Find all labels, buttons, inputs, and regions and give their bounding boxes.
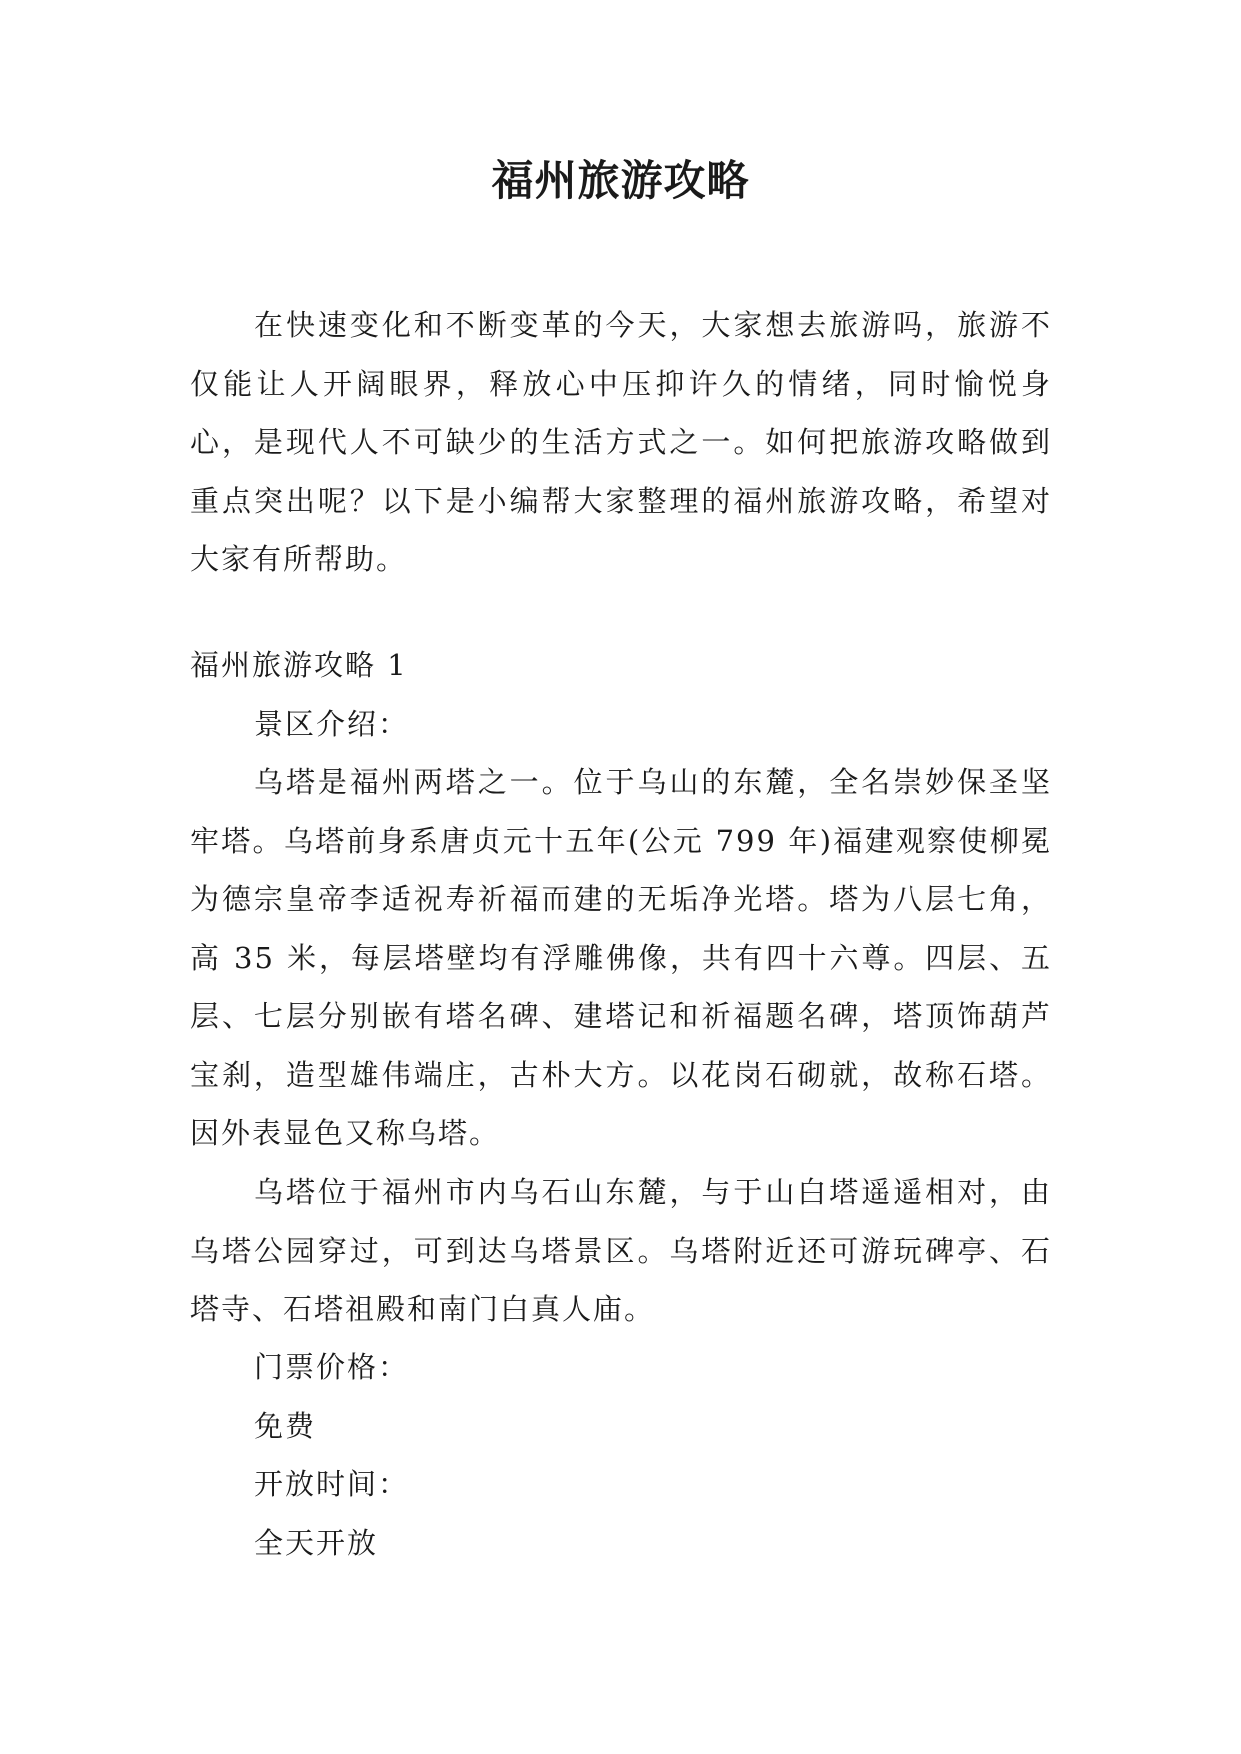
ticket-price-value: 免费 bbox=[254, 1409, 317, 1443]
body-paragraph: 乌塔是福州两塔之一。位于乌山的东麓，全名崇妙保圣坚牢塔。乌塔前身系唐贞元十五年(公元 799 年)福建观察使柳冕为德宗皇帝李适祝寿祈福而建的无垢净光塔。塔为八层七角，高 35 米，每层塔壁均有浮雕佛像，共有四十六尊。四层、五层、七层分别嵌有塔名碑、建塔记和祈福题名碑，塔顶饰葫芦宝刹，造型雄伟端庄，古朴大方。以花岗石砌就，故称石塔。因外表显色又称乌塔。 bbox=[190, 765, 1052, 1150]
section-heading: 福州旅游攻略 1 bbox=[190, 648, 408, 682]
body-paragraph: 乌塔位于福州市内乌石山东麓，与于山白塔遥遥相对，由乌塔公园穿过，可到达乌塔景区。乌塔附近还可游玩碑亭、石塔寺、石塔祖殿和南门白真人庙。 bbox=[190, 1175, 1052, 1326]
intro-paragraph: 在快速变化和不断变革的今天，大家想去旅游吗，旅游不仅能让人开阔眼界，释放心中压抑许久的情绪，同时愉悦身心，是现代人不可缺少的生活方式之一。如何把旅游攻略做到重点突出呢？以下是小编帮大家整理的福州旅游攻略，希望对大家有所帮助。 bbox=[190, 308, 1052, 576]
opening-hours-label: 开放时间： bbox=[254, 1467, 410, 1501]
ticket-price-label: 门票价格： bbox=[254, 1350, 410, 1384]
scenic-intro-label: 景区介绍： bbox=[254, 707, 410, 741]
opening-hours-value: 全天开放 bbox=[254, 1526, 379, 1560]
document-title: 福州旅游攻略 bbox=[491, 156, 750, 205]
